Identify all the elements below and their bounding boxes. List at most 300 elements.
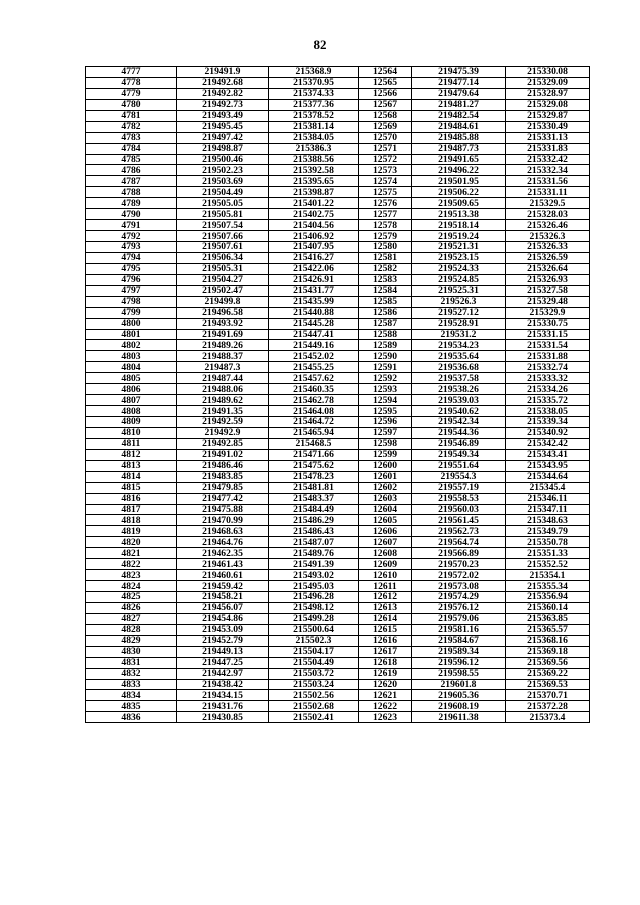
table-cell-y-coordinate-right: 215331.88 <box>506 351 590 362</box>
table-cell-y-coordinate-right: 215339.34 <box>506 417 590 428</box>
table-cell-x-coordinate-right: 219542.34 <box>412 417 506 428</box>
table-cell-y-coordinate-left: 215445.28 <box>269 318 359 329</box>
table-cell-y-coordinate-left: 215504.49 <box>269 657 359 668</box>
table-cell-x-coordinate-right: 219535.64 <box>412 351 506 362</box>
coordinates-table-body <box>86 67 590 723</box>
table-cell-y-coordinate-left: 215502.41 <box>269 712 359 723</box>
table-row <box>86 417 590 428</box>
table-cell-x-coordinate-right: 219540.62 <box>412 406 506 417</box>
table-cell-x-coordinate-left: 219492.85 <box>177 438 269 449</box>
table-cell-x-coordinate-left: 219496.58 <box>177 307 269 318</box>
table-cell-y-coordinate-right: 215334.26 <box>506 384 590 395</box>
table-cell-x-coordinate-right: 219544.36 <box>412 427 506 438</box>
table-cell-x-coordinate-left: 219442.97 <box>177 668 269 679</box>
table-cell-x-coordinate-right: 219524.33 <box>412 263 506 274</box>
table-cell-x-coordinate-right: 219564.74 <box>412 537 506 548</box>
table-row <box>86 482 590 493</box>
table-cell-point-number-left: 4835 <box>86 701 177 712</box>
table-cell-x-coordinate-left: 219500.46 <box>177 154 269 165</box>
table-cell-point-number-left: 4782 <box>86 121 177 132</box>
table-cell-x-coordinate-left: 219461.43 <box>177 559 269 570</box>
table-cell-point-number-left: 4794 <box>86 252 177 263</box>
table-cell-y-coordinate-left: 215493.02 <box>269 570 359 581</box>
table-cell-point-number-right: 12579 <box>359 231 412 242</box>
table-row <box>86 570 590 581</box>
table-cell-point-number-left: 4790 <box>86 209 177 220</box>
table-cell-y-coordinate-left: 215370.95 <box>269 77 359 88</box>
table-cell-point-number-right: 12621 <box>359 690 412 701</box>
table-cell-x-coordinate-left: 219498.87 <box>177 143 269 154</box>
table-cell-x-coordinate-right: 219605.36 <box>412 690 506 701</box>
table-cell-x-coordinate-right: 219576.12 <box>412 602 506 613</box>
table-cell-y-coordinate-left: 215386.3 <box>269 143 359 154</box>
table-cell-y-coordinate-right: 215350.78 <box>506 537 590 548</box>
table-cell-point-number-left: 4811 <box>86 438 177 449</box>
table-cell-point-number-right: 12565 <box>359 77 412 88</box>
table-cell-x-coordinate-right: 219598.55 <box>412 668 506 679</box>
table-cell-y-coordinate-left: 215449.16 <box>269 340 359 351</box>
table-cell-point-number-right: 12603 <box>359 493 412 504</box>
table-cell-y-coordinate-right: 215326.93 <box>506 274 590 285</box>
table-cell-point-number-right: 12613 <box>359 602 412 613</box>
table-cell-x-coordinate-right: 219574.29 <box>412 592 506 603</box>
table-row <box>86 657 590 668</box>
table-cell-point-number-left: 4817 <box>86 504 177 515</box>
table-cell-y-coordinate-left: 215468.5 <box>269 438 359 449</box>
table-cell-x-coordinate-right: 219485.88 <box>412 132 506 143</box>
table-cell-point-number-right: 12596 <box>359 417 412 428</box>
table-cell-y-coordinate-right: 215329.9 <box>506 307 590 318</box>
table-cell-x-coordinate-left: 219504.49 <box>177 187 269 198</box>
table-row <box>86 285 590 296</box>
table-cell-y-coordinate-right: 215348.63 <box>506 515 590 526</box>
table-cell-x-coordinate-left: 219458.21 <box>177 592 269 603</box>
table-cell-x-coordinate-right: 219596.12 <box>412 657 506 668</box>
table-cell-y-coordinate-left: 215486.29 <box>269 515 359 526</box>
table-row <box>86 231 590 242</box>
table-cell-y-coordinate-right: 215329.87 <box>506 110 590 121</box>
table-cell-point-number-left: 4831 <box>86 657 177 668</box>
table-cell-y-coordinate-left: 215464.72 <box>269 417 359 428</box>
table-cell-point-number-left: 4789 <box>86 198 177 209</box>
table-cell-y-coordinate-left: 215503.24 <box>269 679 359 690</box>
table-cell-point-number-left: 4823 <box>86 570 177 581</box>
table-cell-y-coordinate-right: 215327.58 <box>506 285 590 296</box>
table-cell-y-coordinate-left: 215464.08 <box>269 406 359 417</box>
table-row <box>86 307 590 318</box>
table-cell-x-coordinate-right: 219546.89 <box>412 438 506 449</box>
table-cell-x-coordinate-left: 219504.27 <box>177 274 269 285</box>
table-cell-y-coordinate-right: 215370.71 <box>506 690 590 701</box>
table-cell-x-coordinate-left: 219493.92 <box>177 318 269 329</box>
table-cell-x-coordinate-left: 219483.85 <box>177 471 269 482</box>
table-cell-y-coordinate-right: 215331.83 <box>506 143 590 154</box>
table-cell-y-coordinate-left: 215395.65 <box>269 176 359 187</box>
table-cell-point-number-right: 12623 <box>359 712 412 723</box>
table-cell-x-coordinate-right: 219558.53 <box>412 493 506 504</box>
table-cell-x-coordinate-left: 219454.86 <box>177 613 269 624</box>
table-cell-point-number-right: 12592 <box>359 373 412 384</box>
table-cell-point-number-right: 12601 <box>359 471 412 482</box>
table-cell-point-number-left: 4799 <box>86 307 177 318</box>
table-row <box>86 493 590 504</box>
table-cell-point-number-right: 12617 <box>359 646 412 657</box>
table-cell-y-coordinate-left: 215377.36 <box>269 99 359 110</box>
table-cell-y-coordinate-left: 215392.58 <box>269 165 359 176</box>
table-cell-x-coordinate-right: 219608.19 <box>412 701 506 712</box>
table-cell-point-number-right: 12570 <box>359 132 412 143</box>
table-cell-point-number-right: 12564 <box>359 67 412 78</box>
table-cell-point-number-left: 4781 <box>86 110 177 121</box>
table-cell-y-coordinate-right: 215326.33 <box>506 242 590 253</box>
table-cell-x-coordinate-left: 219456.07 <box>177 602 269 613</box>
table-cell-x-coordinate-right: 219566.89 <box>412 548 506 559</box>
table-row <box>86 690 590 701</box>
table-cell-y-coordinate-left: 215503.72 <box>269 668 359 679</box>
table-row <box>86 668 590 679</box>
table-cell-point-number-left: 4814 <box>86 471 177 482</box>
table-cell-y-coordinate-right: 215331.13 <box>506 132 590 143</box>
table-cell-x-coordinate-right: 219611.38 <box>412 712 506 723</box>
table-cell-x-coordinate-left: 219492.9 <box>177 427 269 438</box>
table-row <box>86 384 590 395</box>
table-cell-x-coordinate-left: 219492.73 <box>177 99 269 110</box>
table-cell-x-coordinate-left: 219464.76 <box>177 537 269 548</box>
table-row <box>86 646 590 657</box>
table-cell-x-coordinate-right: 219509.65 <box>412 198 506 209</box>
table-cell-point-number-left: 4815 <box>86 482 177 493</box>
table-row <box>86 154 590 165</box>
table-cell-y-coordinate-right: 215363.85 <box>506 613 590 624</box>
table-cell-point-number-left: 4805 <box>86 373 177 384</box>
table-cell-y-coordinate-right: 215338.05 <box>506 406 590 417</box>
table-cell-x-coordinate-right: 219561.45 <box>412 515 506 526</box>
table-cell-x-coordinate-right: 219496.22 <box>412 165 506 176</box>
table-cell-point-number-left: 4822 <box>86 559 177 570</box>
table-cell-y-coordinate-right: 215346.11 <box>506 493 590 504</box>
table-cell-x-coordinate-right: 219572.02 <box>412 570 506 581</box>
table-cell-y-coordinate-right: 215369.56 <box>506 657 590 668</box>
table-cell-x-coordinate-right: 219501.95 <box>412 176 506 187</box>
table-cell-x-coordinate-left: 219487.3 <box>177 362 269 373</box>
table-cell-point-number-left: 4812 <box>86 449 177 460</box>
table-cell-x-coordinate-right: 219484.61 <box>412 121 506 132</box>
table-cell-point-number-right: 12608 <box>359 548 412 559</box>
table-row <box>86 406 590 417</box>
table-cell-point-number-left: 4808 <box>86 406 177 417</box>
table-row <box>86 209 590 220</box>
table-row <box>86 340 590 351</box>
table-cell-point-number-left: 4819 <box>86 526 177 537</box>
table-cell-x-coordinate-left: 219491.9 <box>177 67 269 78</box>
table-row <box>86 99 590 110</box>
table-cell-x-coordinate-right: 219581.16 <box>412 624 506 635</box>
table-row <box>86 592 590 603</box>
table-cell-point-number-left: 4827 <box>86 613 177 624</box>
table-cell-point-number-left: 4804 <box>86 362 177 373</box>
table-cell-x-coordinate-right: 219549.34 <box>412 449 506 460</box>
table-row <box>86 242 590 253</box>
table-cell-x-coordinate-left: 219491.02 <box>177 449 269 460</box>
table-cell-x-coordinate-left: 219477.42 <box>177 493 269 504</box>
table-cell-x-coordinate-left: 219497.42 <box>177 132 269 143</box>
table-cell-y-coordinate-left: 215404.56 <box>269 220 359 231</box>
table-cell-x-coordinate-left: 219493.49 <box>177 110 269 121</box>
table-cell-x-coordinate-left: 219505.05 <box>177 198 269 209</box>
table-cell-x-coordinate-left: 219486.46 <box>177 460 269 471</box>
table-cell-y-coordinate-right: 215365.57 <box>506 624 590 635</box>
table-row <box>86 427 590 438</box>
table-cell-y-coordinate-left: 215486.43 <box>269 526 359 537</box>
table-cell-x-coordinate-right: 219481.27 <box>412 99 506 110</box>
table-cell-y-coordinate-right: 215342.42 <box>506 438 590 449</box>
table-row <box>86 263 590 274</box>
table-cell-y-coordinate-right: 215351.33 <box>506 548 590 559</box>
table-cell-point-number-right: 12620 <box>359 679 412 690</box>
table-cell-point-number-left: 4798 <box>86 296 177 307</box>
table-cell-y-coordinate-left: 215440.88 <box>269 307 359 318</box>
table-cell-x-coordinate-left: 219505.81 <box>177 209 269 220</box>
table-cell-point-number-right: 12600 <box>359 460 412 471</box>
table-cell-y-coordinate-left: 215455.25 <box>269 362 359 373</box>
table-cell-y-coordinate-right: 215343.95 <box>506 460 590 471</box>
table-cell-y-coordinate-right: 215331.11 <box>506 187 590 198</box>
table-cell-x-coordinate-left: 219491.69 <box>177 329 269 340</box>
table-cell-y-coordinate-left: 215495.03 <box>269 581 359 592</box>
table-cell-x-coordinate-right: 219562.73 <box>412 526 506 537</box>
table-cell-y-coordinate-left: 215401.22 <box>269 198 359 209</box>
table-cell-y-coordinate-right: 215369.22 <box>506 668 590 679</box>
table-cell-point-number-right: 12574 <box>359 176 412 187</box>
table-cell-x-coordinate-right: 219538.26 <box>412 384 506 395</box>
table-row <box>86 537 590 548</box>
table-cell-x-coordinate-right: 219589.34 <box>412 646 506 657</box>
table-row <box>86 515 590 526</box>
table-cell-y-coordinate-left: 215484.49 <box>269 504 359 515</box>
table-row <box>86 395 590 406</box>
table-row <box>86 110 590 121</box>
table-row <box>86 362 590 373</box>
page-number: 82 <box>313 37 327 52</box>
table-cell-x-coordinate-left: 219453.09 <box>177 624 269 635</box>
table-cell-x-coordinate-left: 219475.88 <box>177 504 269 515</box>
table-cell-y-coordinate-right: 215354.1 <box>506 570 590 581</box>
table-cell-point-number-right: 12568 <box>359 110 412 121</box>
table-cell-x-coordinate-right: 219557.19 <box>412 482 506 493</box>
table-cell-x-coordinate-left: 219499.8 <box>177 296 269 307</box>
table-cell-y-coordinate-left: 215491.39 <box>269 559 359 570</box>
table-cell-y-coordinate-right: 215328.97 <box>506 88 590 99</box>
table-cell-x-coordinate-right: 219506.22 <box>412 187 506 198</box>
table-cell-point-number-right: 12577 <box>359 209 412 220</box>
table-cell-y-coordinate-right: 215326.3 <box>506 231 590 242</box>
table-cell-x-coordinate-left: 219459.42 <box>177 581 269 592</box>
table-cell-x-coordinate-left: 219491.35 <box>177 406 269 417</box>
table-cell-point-number-left: 4821 <box>86 548 177 559</box>
table-cell-point-number-left: 4793 <box>86 242 177 253</box>
table-row <box>86 624 590 635</box>
table-cell-x-coordinate-right: 219518.14 <box>412 220 506 231</box>
table-cell-y-coordinate-left: 215431.77 <box>269 285 359 296</box>
table-cell-y-coordinate-left: 215502.3 <box>269 635 359 646</box>
table-row <box>86 602 590 613</box>
table-cell-x-coordinate-right: 219477.14 <box>412 77 506 88</box>
table-cell-point-number-right: 12610 <box>359 570 412 581</box>
table-cell-point-number-left: 4788 <box>86 187 177 198</box>
table-cell-y-coordinate-right: 215369.53 <box>506 679 590 690</box>
table-row <box>86 679 590 690</box>
table-cell-y-coordinate-left: 215435.99 <box>269 296 359 307</box>
table-cell-y-coordinate-left: 215504.17 <box>269 646 359 657</box>
table-row <box>86 504 590 515</box>
table-cell-x-coordinate-right: 219573.08 <box>412 581 506 592</box>
table-cell-y-coordinate-left: 215499.28 <box>269 613 359 624</box>
table-cell-y-coordinate-right: 215330.08 <box>506 67 590 78</box>
table-cell-x-coordinate-right: 219513.38 <box>412 209 506 220</box>
table-cell-point-number-right: 12587 <box>359 318 412 329</box>
table-cell-point-number-left: 4786 <box>86 165 177 176</box>
table-cell-x-coordinate-right: 219525.31 <box>412 285 506 296</box>
table-row <box>86 296 590 307</box>
table-cell-y-coordinate-left: 215465.94 <box>269 427 359 438</box>
table-cell-x-coordinate-right: 219475.39 <box>412 67 506 78</box>
table-cell-x-coordinate-right: 219482.54 <box>412 110 506 121</box>
table-row <box>86 198 590 209</box>
table-cell-y-coordinate-left: 215496.28 <box>269 592 359 603</box>
table-cell-point-number-left: 4828 <box>86 624 177 635</box>
table-cell-point-number-right: 12618 <box>359 657 412 668</box>
table-cell-point-number-right: 12609 <box>359 559 412 570</box>
table-cell-point-number-right: 12569 <box>359 121 412 132</box>
table-cell-point-number-left: 4820 <box>86 537 177 548</box>
table-cell-y-coordinate-right: 215368.16 <box>506 635 590 646</box>
table-cell-point-number-left: 4818 <box>86 515 177 526</box>
table-cell-point-number-right: 12594 <box>359 395 412 406</box>
table-cell-point-number-left: 4806 <box>86 384 177 395</box>
table-row <box>86 329 590 340</box>
table-cell-y-coordinate-left: 215500.64 <box>269 624 359 635</box>
table-cell-point-number-left: 4816 <box>86 493 177 504</box>
table-cell-y-coordinate-right: 215347.11 <box>506 504 590 515</box>
table-cell-x-coordinate-left: 219495.45 <box>177 121 269 132</box>
table-cell-y-coordinate-left: 215398.87 <box>269 187 359 198</box>
table-row <box>86 176 590 187</box>
table-row <box>86 613 590 624</box>
table-cell-x-coordinate-right: 219536.68 <box>412 362 506 373</box>
table-cell-point-number-left: 4829 <box>86 635 177 646</box>
table-cell-x-coordinate-right: 219527.12 <box>412 307 506 318</box>
table-row <box>86 132 590 143</box>
table-cell-point-number-right: 12615 <box>359 624 412 635</box>
table-cell-y-coordinate-left: 215422.06 <box>269 263 359 274</box>
table-cell-point-number-right: 12578 <box>359 220 412 231</box>
table-row <box>86 165 590 176</box>
table-cell-y-coordinate-right: 215331.54 <box>506 340 590 351</box>
table-cell-x-coordinate-left: 219507.54 <box>177 220 269 231</box>
table-cell-y-coordinate-right: 215372.28 <box>506 701 590 712</box>
table-cell-point-number-right: 12581 <box>359 252 412 263</box>
table-cell-point-number-left: 4792 <box>86 231 177 242</box>
table-row <box>86 88 590 99</box>
table-cell-point-number-left: 4777 <box>86 67 177 78</box>
table-cell-y-coordinate-right: 215369.18 <box>506 646 590 657</box>
table-row <box>86 471 590 482</box>
table-cell-x-coordinate-left: 219462.35 <box>177 548 269 559</box>
table-cell-y-coordinate-right: 215373.4 <box>506 712 590 723</box>
table-cell-point-number-right: 12619 <box>359 668 412 679</box>
table-cell-point-number-right: 12589 <box>359 340 412 351</box>
coordinates-table <box>85 66 590 723</box>
table-cell-point-number-right: 12599 <box>359 449 412 460</box>
table-cell-point-number-right: 12584 <box>359 285 412 296</box>
table-cell-x-coordinate-right: 219560.03 <box>412 504 506 515</box>
table-cell-x-coordinate-left: 219488.06 <box>177 384 269 395</box>
table-cell-y-coordinate-left: 215388.56 <box>269 154 359 165</box>
table-cell-y-coordinate-right: 215330.75 <box>506 318 590 329</box>
table-cell-x-coordinate-left: 219431.76 <box>177 701 269 712</box>
table-row <box>86 318 590 329</box>
table-cell-x-coordinate-left: 219506.34 <box>177 252 269 263</box>
table-row <box>86 635 590 646</box>
table-cell-point-number-right: 12566 <box>359 88 412 99</box>
table-cell-x-coordinate-left: 219487.44 <box>177 373 269 384</box>
table-cell-point-number-right: 12597 <box>359 427 412 438</box>
table-cell-y-coordinate-left: 215374.33 <box>269 88 359 99</box>
table-cell-y-coordinate-left: 215502.68 <box>269 701 359 712</box>
table-cell-y-coordinate-right: 215340.92 <box>506 427 590 438</box>
table-cell-point-number-left: 4836 <box>86 712 177 723</box>
table-cell-y-coordinate-right: 215329.08 <box>506 99 590 110</box>
table-cell-x-coordinate-left: 219503.69 <box>177 176 269 187</box>
table-cell-y-coordinate-right: 215332.34 <box>506 165 590 176</box>
table-cell-x-coordinate-right: 219487.73 <box>412 143 506 154</box>
table-cell-point-number-right: 12580 <box>359 242 412 253</box>
table-cell-y-coordinate-right: 215343.41 <box>506 449 590 460</box>
table-cell-point-number-left: 4832 <box>86 668 177 679</box>
table-cell-y-coordinate-left: 215478.23 <box>269 471 359 482</box>
table-row <box>86 143 590 154</box>
table-cell-y-coordinate-right: 215352.52 <box>506 559 590 570</box>
table-cell-x-coordinate-right: 219570.23 <box>412 559 506 570</box>
table-cell-x-coordinate-right: 219524.85 <box>412 274 506 285</box>
table-cell-y-coordinate-right: 215326.64 <box>506 263 590 274</box>
table-cell-point-number-left: 4802 <box>86 340 177 351</box>
table-cell-point-number-right: 12606 <box>359 526 412 537</box>
table-cell-point-number-right: 12598 <box>359 438 412 449</box>
table-cell-x-coordinate-left: 219488.37 <box>177 351 269 362</box>
table-cell-y-coordinate-left: 215407.95 <box>269 242 359 253</box>
table-cell-y-coordinate-left: 215483.37 <box>269 493 359 504</box>
table-cell-y-coordinate-right: 215326.46 <box>506 220 590 231</box>
table-row <box>86 373 590 384</box>
table-cell-point-number-left: 4834 <box>86 690 177 701</box>
table-cell-x-coordinate-left: 219489.62 <box>177 395 269 406</box>
table-cell-y-coordinate-left: 215460.35 <box>269 384 359 395</box>
table-row <box>86 187 590 198</box>
table-cell-point-number-right: 12582 <box>359 263 412 274</box>
table-cell-x-coordinate-left: 219489.26 <box>177 340 269 351</box>
table-cell-point-number-right: 12588 <box>359 329 412 340</box>
table-cell-point-number-right: 12591 <box>359 362 412 373</box>
table-cell-x-coordinate-right: 219519.24 <box>412 231 506 242</box>
table-cell-point-number-left: 4810 <box>86 427 177 438</box>
table-cell-y-coordinate-left: 215489.76 <box>269 548 359 559</box>
table-cell-y-coordinate-right: 215332.74 <box>506 362 590 373</box>
table-cell-y-coordinate-left: 215447.41 <box>269 329 359 340</box>
table-cell-point-number-right: 12604 <box>359 504 412 515</box>
table-row <box>86 701 590 712</box>
table-row <box>86 220 590 231</box>
